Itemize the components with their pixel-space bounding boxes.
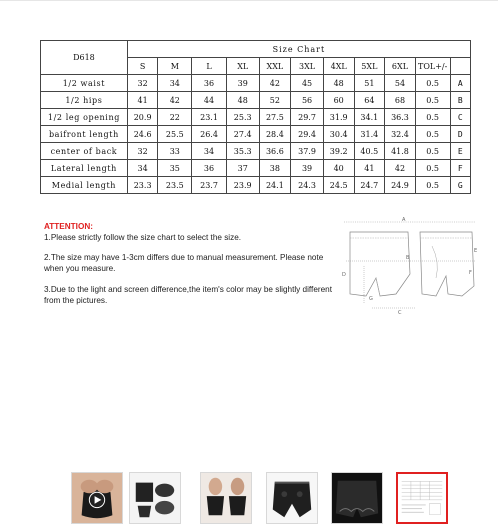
table-cell: 0.5	[415, 92, 450, 109]
size-header: M	[158, 58, 192, 75]
row-label: 1/2 leg opening	[41, 109, 128, 126]
table-cell: 56	[291, 92, 324, 109]
table-cell: 42	[385, 160, 416, 177]
table-cell: 44	[192, 92, 227, 109]
measure-code: E	[450, 143, 470, 160]
measure-code: F	[450, 160, 470, 177]
table-row	[41, 177, 471, 194]
table-cell: 39.2	[323, 143, 354, 160]
size-header: S	[127, 58, 158, 75]
table-cell: 34	[127, 160, 158, 177]
table-cell: 60	[323, 92, 354, 109]
attention-line-1: 1.Please strictly follow the size chart to select the size.	[44, 232, 242, 242]
size-chart-table	[40, 40, 471, 194]
table-cell: 36.3	[385, 109, 416, 126]
table-cell: 23.3	[127, 177, 158, 194]
code-header-blank	[450, 58, 470, 75]
table-cell: 23.5	[158, 177, 192, 194]
size-header: L	[192, 58, 227, 75]
size-header: 4XL	[323, 58, 354, 75]
table-cell: 0.5	[415, 126, 450, 143]
table-cell: 30.4	[323, 126, 354, 143]
table-cell: 31.4	[354, 126, 385, 143]
table-cell: 24.3	[291, 177, 324, 194]
diagram-label-e: E	[474, 248, 478, 254]
table-cell: 0.5	[415, 160, 450, 177]
black-shorts-thumbnail[interactable]	[331, 472, 383, 524]
table-cell: 24.6	[127, 126, 158, 143]
table-cell: 27.4	[226, 126, 259, 143]
row-label: 1/2 hips	[41, 92, 128, 109]
row-label: Medial length	[41, 177, 128, 194]
table-cell: 52	[259, 92, 291, 109]
table-cell: 51	[354, 75, 385, 92]
row-label: baifront length	[41, 126, 128, 143]
table-cell: 64	[354, 92, 385, 109]
table-cell: 37	[226, 160, 259, 177]
diagram-label-g: G	[369, 296, 373, 302]
attention-line-3: 3.Due to the light and screen difference,the item's color may be slightly different from the pictures.	[44, 285, 332, 305]
table-row	[41, 92, 471, 109]
table-cell: 39	[226, 75, 259, 92]
table-cell: 23.1	[192, 109, 227, 126]
table-cell: 37.9	[291, 143, 324, 160]
size-header: 3XL	[291, 58, 324, 75]
table-cell: 32	[127, 75, 158, 92]
table-cell: 35.3	[226, 143, 259, 160]
tolerance-header: TOL+/-	[415, 58, 450, 75]
table-cell: 36	[192, 160, 227, 177]
diagram-label-f: F	[469, 270, 472, 276]
attention-line-2: 2.The size may have 1-3cm differs due to manual measurement. Please note when you measure.	[44, 253, 324, 273]
table-cell: 32.4	[385, 126, 416, 143]
table-cell: 0.5	[415, 143, 450, 160]
table-cell: 41	[127, 92, 158, 109]
table-cell: 28.4	[259, 126, 291, 143]
size-chart-thumbnail[interactable]	[396, 472, 448, 524]
row-label: Lateral length	[41, 160, 128, 177]
top-divider	[0, 0, 498, 1]
table-row	[41, 126, 471, 143]
table-cell: 32	[127, 143, 158, 160]
size-header: XL	[226, 58, 259, 75]
table-cell: 45	[291, 75, 324, 92]
table-cell: 23.7	[192, 177, 227, 194]
table-cell: 48	[226, 92, 259, 109]
table-cell: 29.7	[291, 109, 324, 126]
model-code: D618	[41, 41, 128, 75]
table-cell: 34.1	[354, 109, 385, 126]
table-cell: 24.7	[354, 177, 385, 194]
table-cell: 22	[158, 109, 192, 126]
table-cell: 42	[158, 92, 192, 109]
size-header: 6XL	[385, 58, 416, 75]
table-cell: 29.4	[291, 126, 324, 143]
accessories-thumbnail[interactable]	[129, 472, 181, 524]
table-cell: 0.5	[415, 177, 450, 194]
front-back-thumbnail[interactable]	[200, 472, 252, 524]
table-cell: 39	[291, 160, 324, 177]
measurement-diagram	[336, 216, 484, 316]
table-cell: 41	[354, 160, 385, 177]
table-row	[41, 160, 471, 177]
table-cell: 24.9	[385, 177, 416, 194]
table-cell: 36	[192, 75, 227, 92]
table-cell: 34	[158, 75, 192, 92]
measure-code: B	[450, 92, 470, 109]
table-cell: 40.5	[354, 143, 385, 160]
measure-code: A	[450, 75, 470, 92]
row-label: center of back	[41, 143, 128, 160]
table-row	[41, 143, 471, 160]
table-cell: 41.8	[385, 143, 416, 160]
attention-notes	[44, 222, 334, 317]
table-cell: 31.9	[323, 109, 354, 126]
table-row	[41, 75, 471, 92]
table-cell: 42	[259, 75, 291, 92]
table-cell: 27.5	[259, 109, 291, 126]
diagram-label-c: C	[398, 310, 402, 316]
table-cell: 24.5	[323, 177, 354, 194]
table-cell: 68	[385, 92, 416, 109]
table-cell: 36.6	[259, 143, 291, 160]
shorts-lace-thumbnail[interactable]	[266, 472, 318, 524]
table-cell: 38	[259, 160, 291, 177]
table-cell: 0.5	[415, 109, 450, 126]
size-header: 5XL	[354, 58, 385, 75]
table-cell: 23.9	[226, 177, 259, 194]
diagram-label-a: A	[402, 217, 406, 223]
size-header: XXL	[259, 58, 291, 75]
table-cell: 24.1	[259, 177, 291, 194]
table-cell: 0.5	[415, 75, 450, 92]
table-cell: 33	[158, 143, 192, 160]
measure-code: D	[450, 126, 470, 143]
table-cell: 26.4	[192, 126, 227, 143]
attention-heading: ATTENTION:	[44, 222, 93, 231]
row-label: 1/2 waist	[41, 75, 128, 92]
table-cell: 35	[158, 160, 192, 177]
measure-code: G	[450, 177, 470, 194]
table-cell: 54	[385, 75, 416, 92]
table-row	[41, 109, 471, 126]
table-cell: 48	[323, 75, 354, 92]
table-cell: 20.9	[127, 109, 158, 126]
table-cell: 34	[192, 143, 227, 160]
table-cell: 40	[323, 160, 354, 177]
video-thumbnail[interactable]	[71, 472, 123, 524]
measure-code: C	[450, 109, 470, 126]
diagram-label-b: B	[406, 255, 410, 261]
diagram-label-d: D	[342, 272, 346, 278]
thumbnail-strip	[0, 470, 498, 526]
size-chart-title: Size Chart	[127, 41, 470, 58]
table-cell: 25.5	[158, 126, 192, 143]
table-cell: 25.3	[226, 109, 259, 126]
